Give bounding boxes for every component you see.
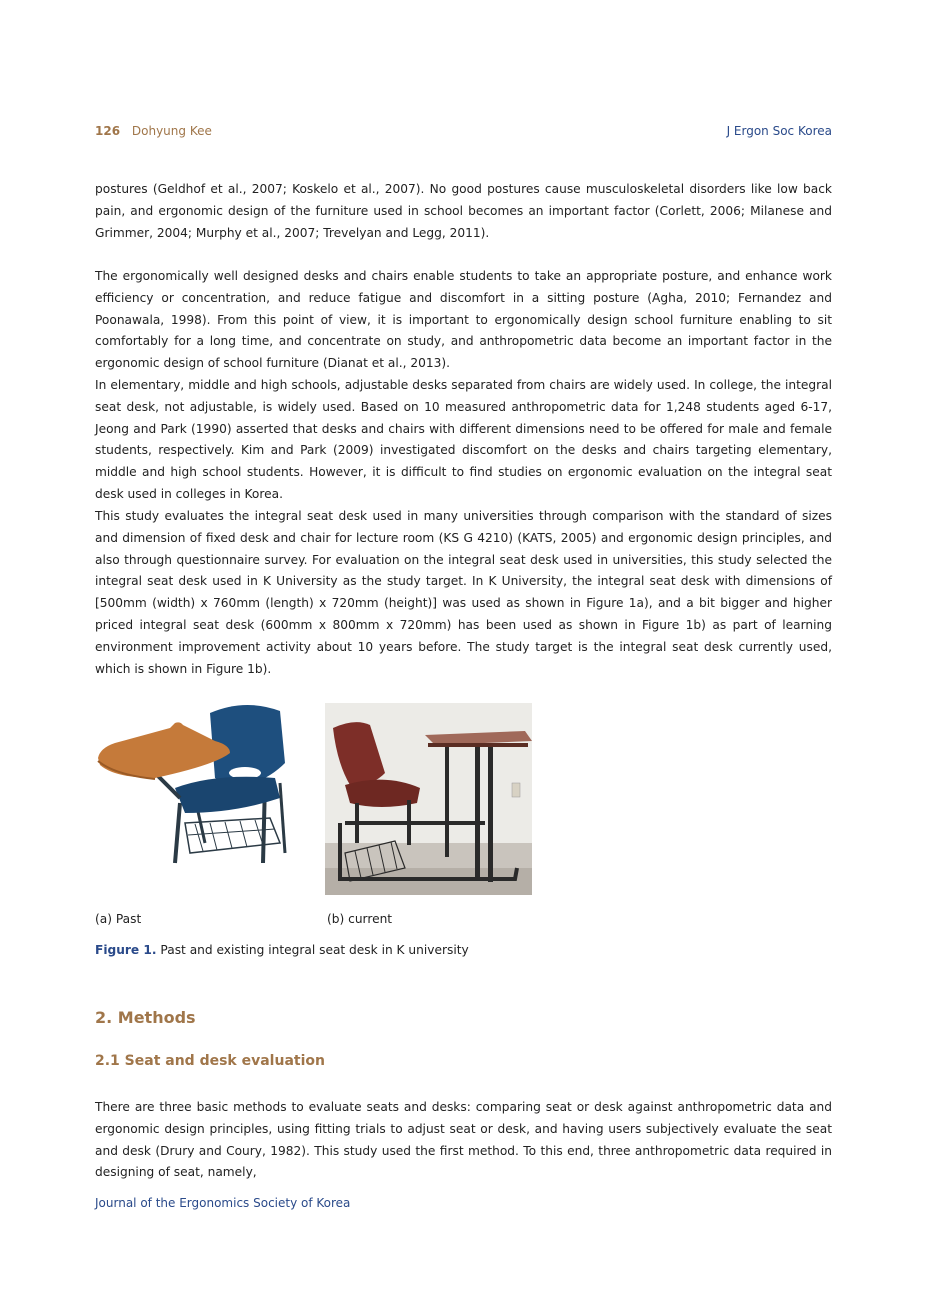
paragraph-text: This study evaluates the integral seat desk used in many universities through comparison with the standard of sizes and dimension of fixed desk and chair for lecture room (KS G 4210) (KATS, 2005) and ergonomic design principles, and also through questionnaire survey. For evaluation on the integral seat desk used in universities, this study selected the integral seat desk used in K University as the study target. In K University, the integral seat desk with dimensions of [500mm (width) x 760mm (length) x 720mm (height)] was used as shown in Figure 1a), and a bit bigger and higher priced integral seat desk (600mm x 800mm x 720mm) has been used as shown in Figure 1b) as part of learning environment improvement activity about 10 years before. The study target is the integral seat desk currently used, which is shown in Figure 1b). — [95, 509, 832, 676]
paragraph-5 — [95, 1097, 832, 1184]
paragraph-text: The ergonomically well designed desks and chairs enable students to take an appropriate posture, and enhance work efficiency or concentration, and reduce fatigue and discomfort in a sitting posture (Agha, 2010; Fernandez and Poonawala, 1998). From this point of view, it is important to ergonomically design school furniture enabling to sit comfortably for a long time, and concentrate on study, and anthropometric data become an important factor in the ergonomic design of school furniture (Dianat et al., 2013). — [95, 269, 832, 371]
subsection-heading: 2.1 Seat and desk evaluation — [95, 1053, 325, 1069]
figure-caption-label: Figure 1. — [95, 943, 157, 957]
figure-caption-text: Past and existing integral seat desk in K university — [156, 943, 469, 957]
running-journal: J Ergon Soc Korea — [726, 124, 832, 138]
paragraph-1 — [95, 179, 832, 244]
running-author: Dohyung Kee — [131, 124, 212, 138]
figure-1 — [95, 703, 575, 898]
paragraph-3 — [95, 375, 832, 506]
page-header — [95, 124, 832, 142]
figure-1a-label: (a) Past — [95, 912, 142, 926]
page-number: 126 — [95, 124, 121, 138]
paragraph-text: There are three basic methods to evaluate seats and desks: comparing seat or desk against anthropometric data and ergonomic design principles, using fitting trials to adjust seat or desk, and having users subjectively evaluate the seat and desk (Drury and Coury, 1982). This study used the first method. To this end, three anthropometric data required in designing of seat, namely, — [95, 1100, 832, 1180]
page-footer: Journal of the Ergonomics Society of Korea — [95, 1196, 351, 1210]
paragraph-2 — [95, 266, 832, 375]
current-seat-desk-image — [325, 703, 532, 895]
section-heading: 2. Methods — [95, 1008, 196, 1027]
paragraph-4 — [95, 506, 832, 680]
figure-1b-label: (b) current — [327, 912, 393, 926]
paragraph-text: postures (Geldhof et al., 2007; Koskelo et al., 2007). No good postures cause musculoskeletal disorders like low back pain, and ergonomic design of the furniture used in school becomes an important factor (Corlett, 2006; Milanese and Grimmer, 2004; Murphy et al., 2007; Trevelyan and Legg, 2011). — [95, 182, 832, 240]
past-seat-desk-image — [95, 703, 295, 873]
figure-caption — [95, 943, 469, 957]
paragraph-text: In elementary, middle and high schools, adjustable desks separated from chairs are widely used. In college, the integral seat desk, not adjustable, is widely used. Based on 10 measured anthropometric data for 1,248 students aged 6-17, Jeong and Park (1990) asserted that desks and chairs with different dimensions need to be offered for male and female students, respectively. Kim and Park (2009) investigated discomfort on the desks and chairs targeting elementary, middle and high school students. However, it is difficult to find studies on ergonomic evaluation on the integral seat desk used in colleges in Korea. — [95, 378, 832, 501]
